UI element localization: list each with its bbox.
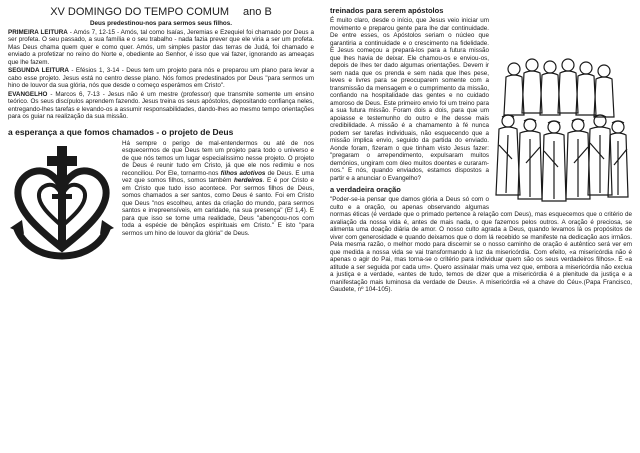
section-prayer-paragraph: "Poder-se-ia pensar que damos glória a Deus só com o culto e a oração, ou apenas observando algumas normas éticas (é verdade que o primado pertence à relação com Deus), mas esquecemos que o critério de avaliação da nossa vida é, antes de mais nada, o que fazemos pelos outros. A oração é preciosa, se alimenta uma doação diária de amor. O nosso culto agrada a Deus, quando levamos lá os propósitos de viver com generosidade e quando deixamos que o dom lá recebido se manifeste na dedicação aos irmãos. Pela mesma razão, o melhor modo para discernir se o nosso caminho de oração é autêntico será ver em que medida a nossa vida se vai transformando à luz da misericórdia. Com efeito, «a misericórdia não é apenas o agir do Pai, mas torna-se o critério para individuar quem são os seus verdadeiros filhos». E «a atitude a ser seguida por cada um». Quero assinalar mais uma vez que, embora a misericórdia não exclua a justiça e a verdade, «antes de tudo, temos de dizer que a misericórdia é a plenitude da justiça e a manifestação mais luminosa da verdade de Deus». A misericórdia «é a chave do Céu».(Papa Francisco, Gaudete, nº 104-105). bbox=[330, 196, 632, 293]
second-reading-text: - Efésios 1, 3-14 - Deus tem um projeto para nós e preparou um plano para levar a cabo esse projeto. Jesus está no centro desse plano. Nós fomos predestinados por Deus "para sermos um hino de louvor da sua glória, nós que desde o começo esperámos em Cristo". bbox=[8, 67, 314, 89]
section-apostles-paragraph: É muito claro, desde o início, que Jesus veio iniciar um movimento e preparou gente para lhe dar continuidade. De entre esses, os Apóstolos seriam o núcleo que garantiria a continuidade e o crescimento na fidelidade. E Jesus começou a prepará-los para a futura missão que lhes havia de deixar. Ele chamou-os e enviou-os, depois de lhes ter dado algumas orientações. Devem ir sem nada que os prenda e sem nada que lhes pese, leves e livres para se preocuparem somente com a transmissão da mensagem e o cumprimento da missão, confiando na hospitalidade das gentes e no cuidado amoroso de Deus. Este primeiro envio foi um treino para a sua futura missão. Foram dois a dois, para que um apoiasse e testemunho do outro e lhe desse mais credibilidade. A missão é a chamamento à fé nunca podem ser tarefas individuais, não esquecendo que a missão implica envio, seguido da partida do enviado. Aonde foram, fizeram o que tinham visto Jesus fazer: "pregaram o arrependimento, expulsaram muitos demónios, ungiram com óleo muitos doentes e curaram-nos." E nós, quando enviados, estamos dispostos a partir e a anunciar o Evangelho? bbox=[330, 17, 489, 182]
page-title bbox=[8, 6, 314, 19]
section-apostles-body bbox=[330, 17, 632, 182]
apostles-crowd-illustration bbox=[494, 55, 632, 205]
first-reading bbox=[8, 29, 314, 67]
first-reading-label: PRIMEIRA LEITURA bbox=[8, 28, 68, 36]
hope-text-3: . E é por Cristo e em Cristo que tudo isso acontece. Por sermos filhos de Deus, somos chamados a ser santos, como Deus é santo. Foi em Cristo que Deus "nos escolheu, antes da criação do mundo, para sermos santos e irrepreensíveis, em caridade, na sua presença" (Ef 1,4). E para que isso se torne uma realidade, Deus "abençoou-nos com toda a espécie de bênçãos espirituais em Cristo." E isto "para sermos um hino de louvor da glória" de Deus. bbox=[122, 177, 315, 237]
section-heading-hope: a esperança a que fomos chamados - o projeto de Deus bbox=[8, 126, 234, 137]
hope-text-2: de Deus. E uma vez que somos filhos, somos também bbox=[122, 169, 314, 184]
right-column bbox=[330, 6, 632, 295]
gospel-reading bbox=[8, 91, 314, 121]
section-heading-prayer: a verdadeira oração bbox=[330, 185, 401, 194]
year-label: ano B bbox=[243, 6, 272, 18]
emphasis-heirs: herdeiros bbox=[233, 177, 263, 184]
gospel-label: EVANGELHO bbox=[8, 90, 48, 98]
left-column bbox=[8, 6, 314, 260]
second-reading-label: SEGUNDA LEITURA bbox=[8, 67, 69, 74]
title-text: XV DOMINGO DO TEMPO COMUM bbox=[50, 6, 230, 18]
anchor-heart-cross-icon bbox=[8, 142, 116, 260]
second-reading bbox=[8, 67, 314, 90]
section-heading-apostles: treinados para serem apóstolos bbox=[330, 6, 444, 15]
emphasis-adopted-sons: filhos adotivos bbox=[220, 169, 266, 177]
hope-text-1: Há sempre o perigo de mal-entendermos ou até de nos esquecermos de que Deus tem um projeto para todo o universo e de que nós temos um lugar especialíssimo nesse projeto. O projeto de Deus é reunir tudo em Cristo, já que ele nos redimiu e nos reconciliou. Por Ele, tornarmo-nos bbox=[122, 139, 314, 177]
subtitle: Deus predestinou-nos para sermos seus filhos. bbox=[89, 20, 233, 27]
first-reading-text: - Amós 7, 12-15 - Amós, tal como Isaías, Jeremias e Ezequiel foi chamado por Deus a ser profeta. O seu passado, a sua família e o seu trabalho - nada fazia prever que ele viria a ser um profeta. Mas Deus chama quem quer e como quer. Amós, um simples pastor das terras de Judá, foi chamado e enviado a profetizar no reino do Norte e, obediente ao Senhor, é isso que vai fazer, ignorando as ameaças que lhe fazem. bbox=[8, 28, 314, 66]
gospel-text: - Marcos 6, 7-13 - Jesus não é um mestre (professor) que transmite somente um ensino teórico. Os seus discípulos aprendem fazendo. Jesus treina os seus apóstolos, depositando confiança neles, entregando-lhes tarefas e levando-os a assumir responsabilidades, dando-lhes ao mesmo tempo orientações para os guiar na realização da sua missão. bbox=[8, 90, 314, 120]
section-hope-body bbox=[8, 140, 314, 238]
